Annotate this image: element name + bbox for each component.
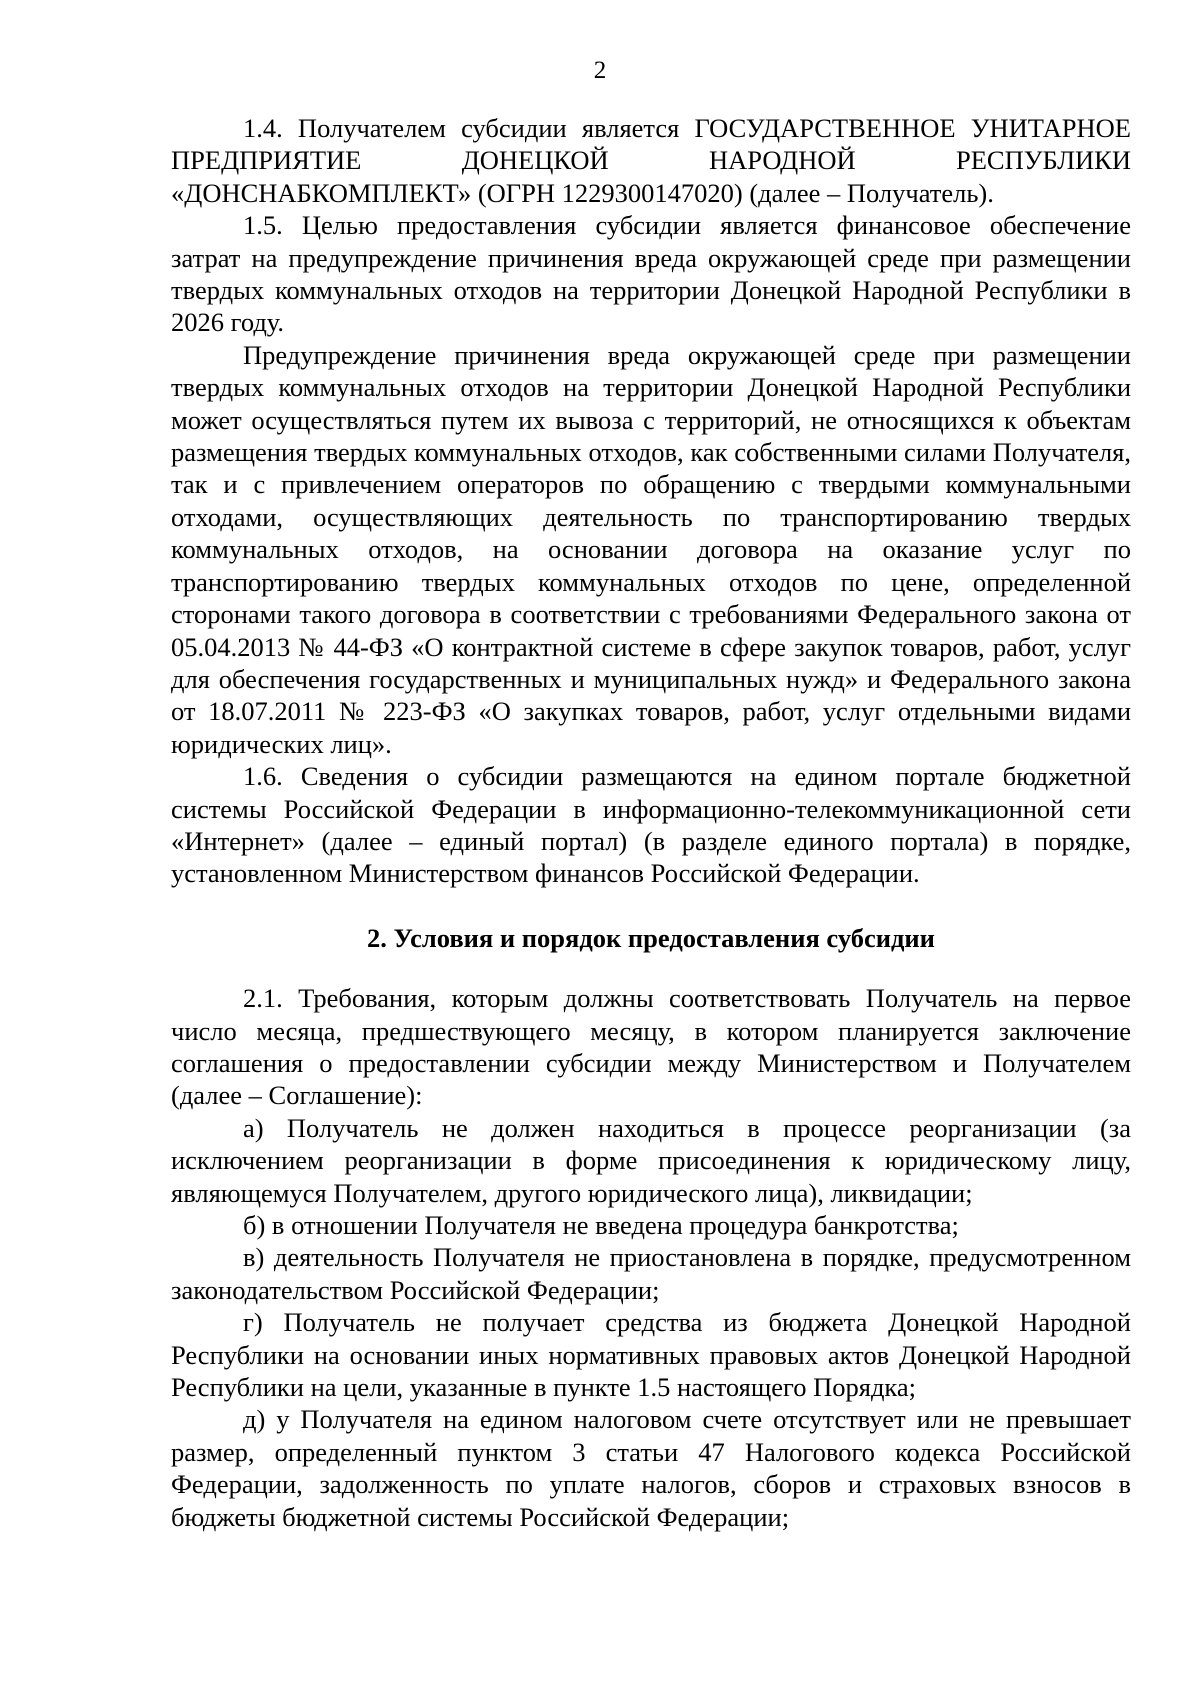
- list-item-d: д) у Получателя на едином налоговом счете отсутствует или не превышает размер, определенный пунктом 3 статьи 47 Налогового кодекса Российской Федерации, задолженность по уплате налогов, сборов и страховых взносов в бюджеты бюджетной системы Российской Федерации;: [171, 1404, 1131, 1532]
- list-item-a: а) Получатель не должен находиться в процессе реорганизации (за исключением реорганизации в форме присоединения к юридическому лицу, являющемуся Получателем, другого юридического лица), ликвидации;: [171, 1112, 1131, 1208]
- document-body: [171, 112, 1131, 1533]
- list-item-g: г) Получатель не получает средства из бюджета Донецкой Народной Республики на основании иных нормативных правовых актов Донецкой Народной Республики на цели, указанные в пункте 1.5 настоящего Порядка;: [171, 1307, 1131, 1403]
- paragraph-1-6: 1.6. Сведения о субсидии размещаются на едином портале бюджетной системы Российской Федерации в информационно-телекоммуникационной сети «Интернет» (далее – единый портал) (в разделе единого портала) в порядке, установленном Министерством финансов Российской Федерации.: [171, 761, 1131, 889]
- paragraph-1-5-detail: Предупреждение причинения вреда окружающей среде при размещении твердых коммунальных отходов на территории Донецкой Народной Республики может осуществляться путем их вывоза с территорий, не относящихся к объектам размещения твердых коммунальных отходов, как собственными силами Получателя, так и с привлечением операторов по обращению с твердыми коммунальными отходами, осуществляющих деятельность по транспортированию твердых коммунальных отходов, на основании договора на оказание услуг по транспортированию твердых коммунальных отходов по цене, определенной сторонами такого договора в соответствии с требованиями Федерального закона от 05.04.2013 № 44-ФЗ «О контрактной системе в сфере закупок товаров, работ, услуг для обеспечения государственных и муниципальных нужд» и Федерального закона от 18.07.2011 № 223-ФЗ «О закупках товаров, работ, услуг отдельными видами юридических лиц».: [171, 339, 1131, 759]
- paragraph-2-1: 2.1. Требования, которым должны соответствовать Получатель на первое число месяца, предшествующего месяцу, в котором планируется заключение соглашения о предоставлении субсидии между Министерством и Получателем (далее – Соглашение):: [171, 983, 1131, 1111]
- page-number: 2: [593, 57, 607, 84]
- list-item-v: в) деятельность Получателя не приостановлена в порядке, предусмотренном законодательством Российской Федерации;: [171, 1242, 1131, 1305]
- paragraph-1-5: 1.5. Целью предоставления субсидии является финансовое обеспечение затрат на предупреждение причинения вреда окружающей среде при размещении твердых коммунальных отходов на территории Донецкой Народной Республики в 2026 году.: [171, 210, 1131, 338]
- section-heading: 2. Условия и порядок предоставления субсидии: [367, 922, 935, 953]
- paragraph-1-4: 1.4. Получателем субсидии является ГОСУДАРСТВЕННОЕ УНИТАРНОЕ ПРЕДПРИЯТИЕ ДОНЕЦКОЙ НАРОДНОЙ РЕСПУБЛИКИ «ДОНСНАБКОМПЛЕКТ» (ОГРН 1229300147020) (далее – Получатель).: [171, 113, 1131, 208]
- list-item-b: б) в отношении Получателя не введена процедура банкротства;: [243, 1210, 959, 1240]
